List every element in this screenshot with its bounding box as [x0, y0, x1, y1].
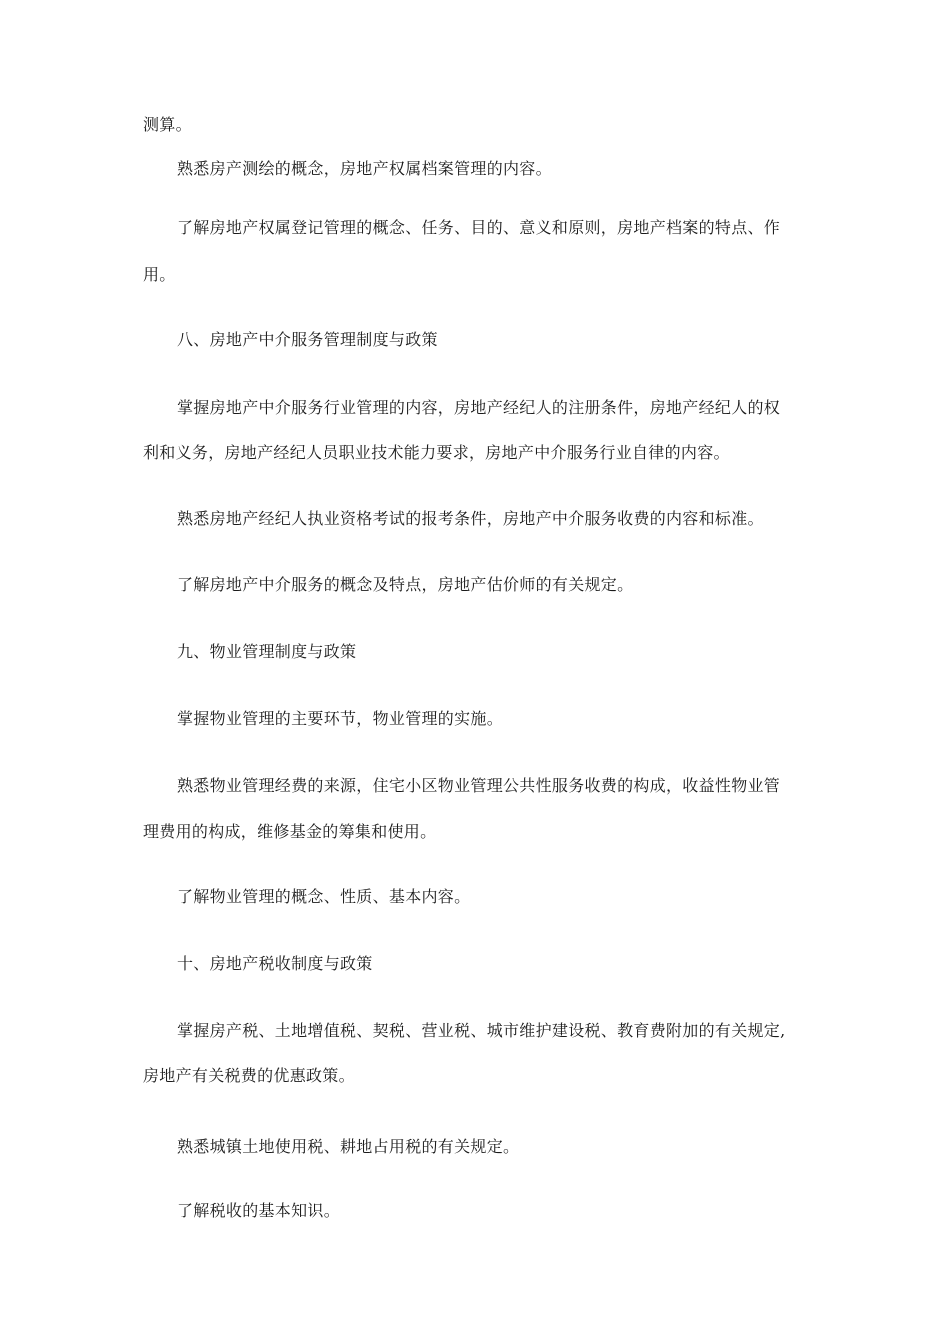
- text-line: 测算。: [143, 115, 192, 134]
- section-heading: 八、房地产中介服务管理制度与政策: [177, 330, 438, 349]
- section-heading: 九、物业管理制度与政策: [177, 642, 357, 661]
- text-line: 熟悉物业管理经费的来源，住宅小区物业管理公共性服务收费的构成，收益性物业管: [177, 776, 781, 795]
- text-line: 用。: [143, 265, 176, 284]
- text-line: 利和义务，房地产经纪人员职业技术能力要求，房地产中介服务行业自律的内容。: [143, 443, 730, 462]
- section-heading: 十、房地产税收制度与政策: [177, 954, 373, 973]
- text-line: 掌握物业管理的主要环节，物业管理的实施。: [177, 709, 504, 728]
- text-line: 熟悉房产测绘的概念，房地产权属档案管理的内容。: [177, 159, 552, 178]
- text-line: 理费用的构成，维修基金的筹集和使用。: [143, 822, 437, 841]
- text-line: 了解房地产权属登记管理的概念、任务、目的、意义和原则，房地产档案的特点、作: [177, 218, 781, 237]
- text-line: 了解房地产中介服务的概念及特点，房地产估价师的有关规定。: [177, 575, 634, 594]
- text-line: 掌握房地产中介服务行业管理的内容，房地产经纪人的注册条件，房地产经纪人的权: [177, 398, 781, 417]
- text-line: 了解物业管理的概念、性质、基本内容。: [177, 887, 471, 906]
- text-line: 房地产有关税费的优惠政策。: [143, 1066, 355, 1085]
- text-line: 熟悉城镇土地使用税、耕地占用税的有关规定。: [177, 1137, 520, 1156]
- text-line: 掌握房产税、土地增值税、契税、营业税、城市维护建设税、教育费附加的有关规定,: [177, 1021, 786, 1040]
- text-line: 熟悉房地产经纪人执业资格考试的报考条件，房地产中介服务收费的内容和标准。: [177, 509, 764, 528]
- text-line: 了解税收的基本知识。: [177, 1201, 341, 1220]
